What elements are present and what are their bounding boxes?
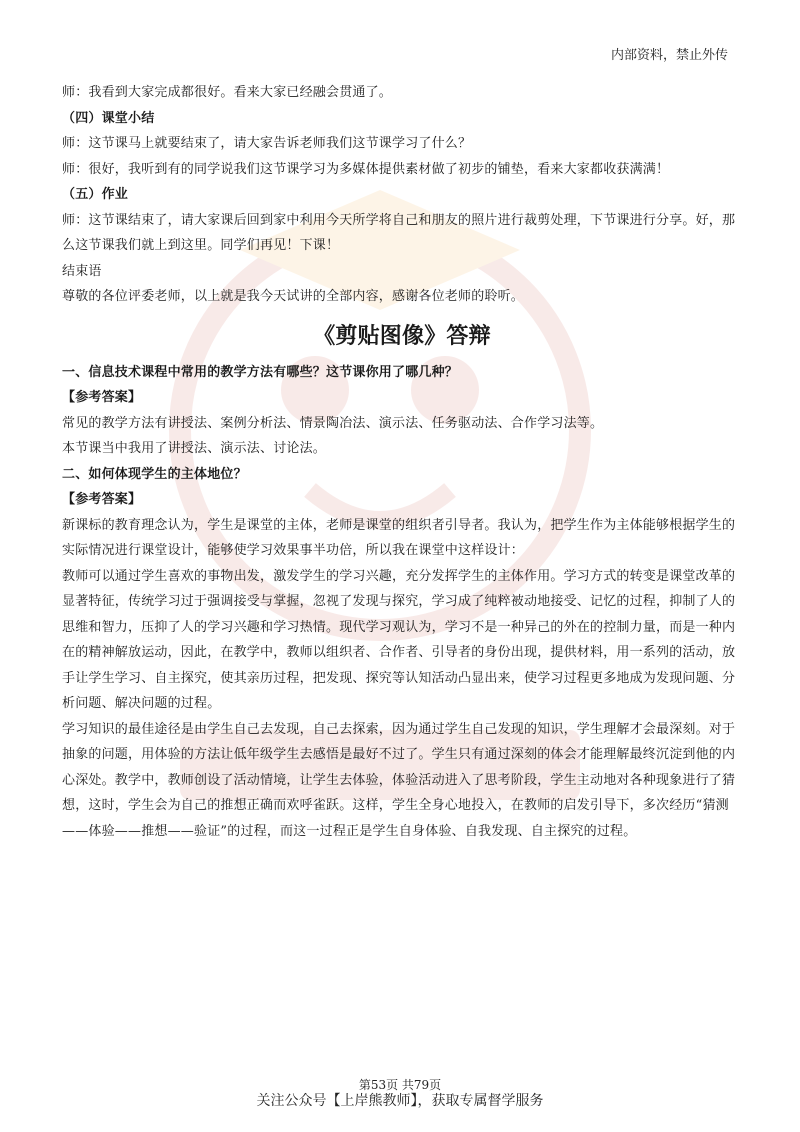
document-body xyxy=(62,80,742,844)
answer-label: 【参考答案】 xyxy=(62,390,142,405)
body-line: 师：这节课马上就要结束了，请大家告诉老师我们这节课学习了什么？ xyxy=(62,136,472,151)
footer-promo: 关注公众号【上岸熊教师】，获取专属督学服务 xyxy=(256,1093,544,1109)
confidential-note: 内部资料，禁止外传 xyxy=(610,48,728,63)
defense-title: 《剪贴图像》答辩 xyxy=(313,322,491,349)
body-line: 尊敬的各位评委老师，以上就是我今天试讲的全部内容，感谢各位老师的聆听。 xyxy=(62,289,525,304)
section-heading: （五）作业 xyxy=(62,187,129,202)
question-heading: 一、信息技术课程中常用的教学方法有哪些？这节课你用了哪几种？ xyxy=(62,364,459,380)
answer-paragraph: 常见的教学方法有讲授法、案例分析法、情景陶冶法、演示法、任务驱动法、合作学习法等。 xyxy=(62,415,604,431)
body-line: 师：很好，我听到有的同学说我们这节课学习为多媒体提供素材做了初步的铺垫，看来大家都收获满满！ xyxy=(62,161,670,177)
answer-paragraph: 学习知识的最佳途径是由学生自己去发现，自己去探索，因为通过学生自己发现的知识，学生理解才会最深刻。对于抽象的问题，用体验的方法让低年级学生去感悟是最好不过了。学生只有通过深刻的体会才能理解最终沉淀到他的内心深处。教学中，教师创设了活动情境，让学生去体验，体验活动进入了思考阶段，学生主动地对各种现象进行了猜想，这时，学生会为自己的推想正确而欢呼雀跃。这样，学生全身心地投入，在教师的启发引导下，多次经历“猜测——体验——推想——验证”的过程，而这一过程正是学生自身体验、自我发现、自主探究的过程。 xyxy=(62,721,736,839)
body-line: 师：我看到大家完成都很好。看来大家已经融会贯通了。 xyxy=(62,85,393,100)
answer-paragraph: 教师可以通过学生喜欢的事物出发，激发学生的学习兴趣，充分发挥学生的主体作用。学习方式的转变是课堂改革的显著特征，传统学习过于强调接受与掌握，忽视了发现与探究，学习成了纯粹被动地接受、记忆的过程，抑制了人的思维和智力，压抑了人的学习兴趣和学习热情。现代学习观认为，学习不是一种异己的外在的控制力量，而是一种内在的精神解放运动，因此，在教学中，教师以组织者、合作者、引导者的身份出现，提供材料，用一系列的活动，放手让学生学习、自主探究，使其亲历过程，把发现、探究等认知活动凸显出来，使学习过程更多地成为发现问题、分析问题、解决问题的过程。 xyxy=(62,568,736,711)
body-line: 结束语 xyxy=(62,263,102,279)
answer-label: 【参考答案】 xyxy=(62,492,142,507)
page-number: 第53页 共79页 xyxy=(358,1078,442,1092)
question-heading: 二、如何体现学生的主体地位？ xyxy=(62,466,247,482)
answer-paragraph: 新课标的教育理念认为，学生是课堂的主体，老师是课堂的组织者引导者。我认为，把学生作为主体能够根据学生的实际情况进行课堂设计，能够使学习效果事半功倍，所以我在课堂中这样设计： xyxy=(62,517,736,558)
body-line: 师：这节课结束了，请大家课后回到家中利用今天所学将自己和朋友的照片进行裁剪处理，下节课进行分享。好，那么这节课我们就上到这里。同学们再见！下课！ xyxy=(62,212,736,253)
answer-paragraph: 本节课当中我用了讲授法、演示法、讨论法。 xyxy=(62,441,327,456)
section-heading: （四）课堂小结 xyxy=(62,110,155,126)
